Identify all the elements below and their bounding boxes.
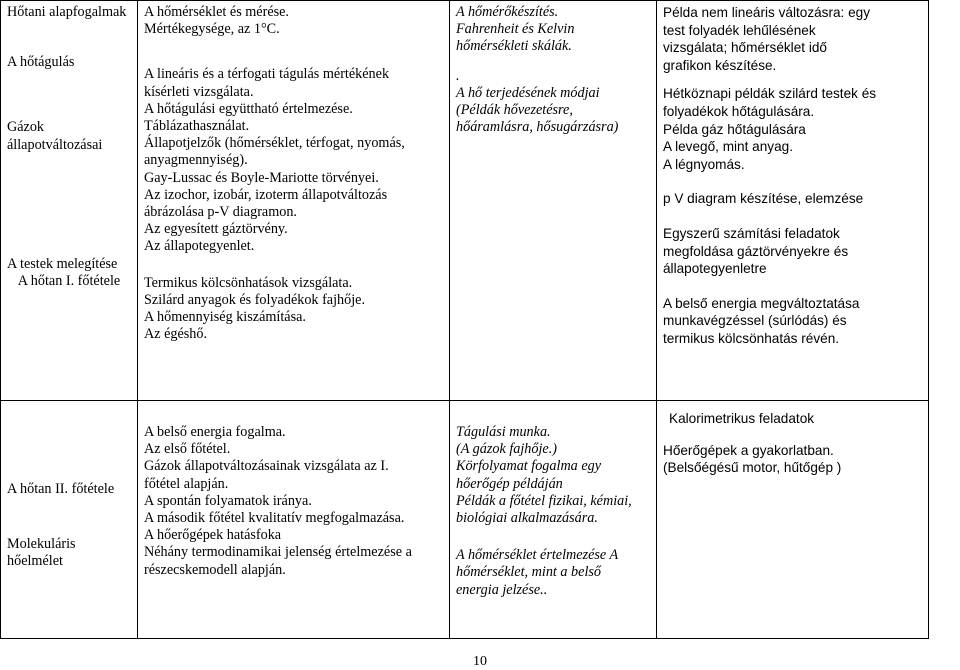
activity-line: Tágulási munka.: [456, 424, 551, 440]
example-line: grafikon készítése.: [663, 57, 777, 73]
activity-line: A hőmérőkészítés.: [456, 4, 559, 20]
example-line: Egyszerű számítási feladatok: [663, 225, 840, 241]
content-line: Szilárd anyagok és folyadékok fajhője.: [144, 291, 366, 308]
content-line: Az egyesített gáztörvény.: [144, 221, 288, 238]
topic-label: Hőtani alapfogalmak: [7, 4, 127, 20]
activity-line: energia jelzése..: [456, 581, 548, 598]
content-line: A hőtágulási együttható értelmezése.: [144, 100, 353, 117]
activity-line: hőmérséklet, mint a belső: [456, 564, 601, 581]
content-line: főtétel alapján.: [144, 475, 229, 492]
content-line: kísérleti vizsgálata.: [144, 83, 254, 100]
content-line: Mértékegysége, az 1°C.: [144, 21, 280, 38]
example-line: A levegő, mint anyag.: [663, 139, 793, 155]
activity-line: (A gázok fajhője.): [456, 441, 558, 458]
content-line: Az állapotegyenlet.: [144, 238, 255, 255]
content-line: A belső energia fogalma.: [144, 424, 286, 440]
content-cell: [138, 401, 450, 639]
content-line: Néhány termodinamikai jelenség értelmezése a: [144, 544, 412, 561]
example-cell: [657, 401, 929, 639]
content-line: Az első főtétel.: [144, 441, 231, 458]
activity-line: .: [456, 67, 460, 84]
content-line: részecskemodell alapján.: [144, 561, 286, 578]
example-line: A belső energia megváltoztatása: [663, 295, 860, 311]
content-cell: [138, 1, 450, 401]
content-line: Az izochor, izobár, izoterm állapotváltozás: [144, 186, 388, 203]
example-line: A légnyomás.: [663, 156, 745, 172]
activity-line: hőmérsékleti skálák.: [456, 38, 572, 55]
content-line: Gay-Lussac és Boyle-Mariotte törvényei.: [144, 169, 379, 186]
example-line: Hétköznapi példák szilárd testek és: [663, 86, 877, 102]
example-line: Hőerőgépek a gyakorlatban.: [663, 442, 834, 458]
activity-cell: [450, 401, 657, 639]
activity-line: Példák a főtétel fizikai, kémiai,: [456, 492, 632, 509]
example-line: folyadékok hőtágulására.: [663, 103, 815, 119]
content-line: A hőerőgépek hatásfoka: [144, 527, 282, 544]
content-line: Állapotjelzők (hőmérséklet, térfogat, nyomás,: [144, 135, 405, 152]
activity-line: Körfolyamat fogalma egy: [456, 458, 602, 475]
example-line: Példa nem lineáris változásra: egy: [663, 5, 871, 20]
example-line: állapotegyenletre: [663, 261, 767, 277]
example-line: Kalorimetrikus feladatok: [669, 411, 815, 426]
topic-cell: [1, 401, 138, 639]
example-cell: [657, 1, 929, 401]
example-line: vizsgálata; hőmérséklet idő: [663, 40, 827, 56]
topic-label: Molekuláris hőelmélet: [7, 536, 76, 570]
topic-label: A hőtan II. főtétele: [7, 481, 115, 497]
content-line: Táblázathasználat.: [144, 118, 250, 135]
content-line: Az égéshő.: [144, 326, 208, 343]
table-row: [1, 1, 929, 401]
content-line: anyagmennyiség).: [144, 152, 248, 169]
content-line: A hőmennyiség kiszámítása.: [144, 309, 306, 326]
activity-line: A hőmérséklet értelmezése A: [456, 547, 619, 564]
table-row: [1, 401, 929, 639]
content-line: ábrázolása p-V diagramon.: [144, 204, 297, 221]
content-line: Termikus kölcsönhatások vizsgálata.: [144, 274, 353, 291]
example-line: megfoldása gáztörvényekre és: [663, 243, 849, 259]
content-line: A spontán folyamatok iránya.: [144, 492, 312, 509]
example-line: p V diagram készítése, elemzése: [663, 191, 864, 207]
example-line: Példa gáz hőtágulására: [663, 121, 806, 137]
content-line: Gázok állapotváltozásainak vizsgálata az I.: [144, 458, 389, 475]
example-line: test folyadék lehűlésének: [663, 22, 816, 38]
example-line: munkavégzéssel (súrlódás) és: [663, 313, 847, 329]
content-line: A második főtétel kvalitatív megfogalmazása.: [144, 510, 405, 527]
activity-cell: [450, 1, 657, 401]
topic-label: A hőtan I. főtétele: [17, 273, 121, 290]
activity-line: A hő terjedésének módjai: [456, 84, 600, 101]
activity-line: hőáramlásra, hősugárzásra): [456, 119, 619, 136]
example-line: (Belsőégésű motor, hűtőgép ): [663, 460, 842, 476]
topic-label: A hőtágulás: [7, 54, 75, 71]
topic-cell: [1, 1, 138, 401]
page-number: 10: [473, 654, 487, 669]
topic-label: Gázok állapotváltozásai: [7, 119, 103, 153]
content-line: A hőmérséklet és mérése.: [144, 4, 289, 20]
activity-line: Fahrenheit és Kelvin: [456, 21, 575, 38]
activity-line: hőerőgép példáján: [456, 475, 563, 492]
activity-line: biológiai alkalmazására.: [456, 510, 598, 527]
activity-line: (Példák hővezetésre,: [456, 102, 573, 119]
content-line: A lineáris és a térfogati tágulás mértékének: [144, 66, 390, 83]
topic-label: A testek melegítése: [7, 255, 118, 272]
example-line: termikus kölcsönhatás révén.: [663, 330, 840, 346]
